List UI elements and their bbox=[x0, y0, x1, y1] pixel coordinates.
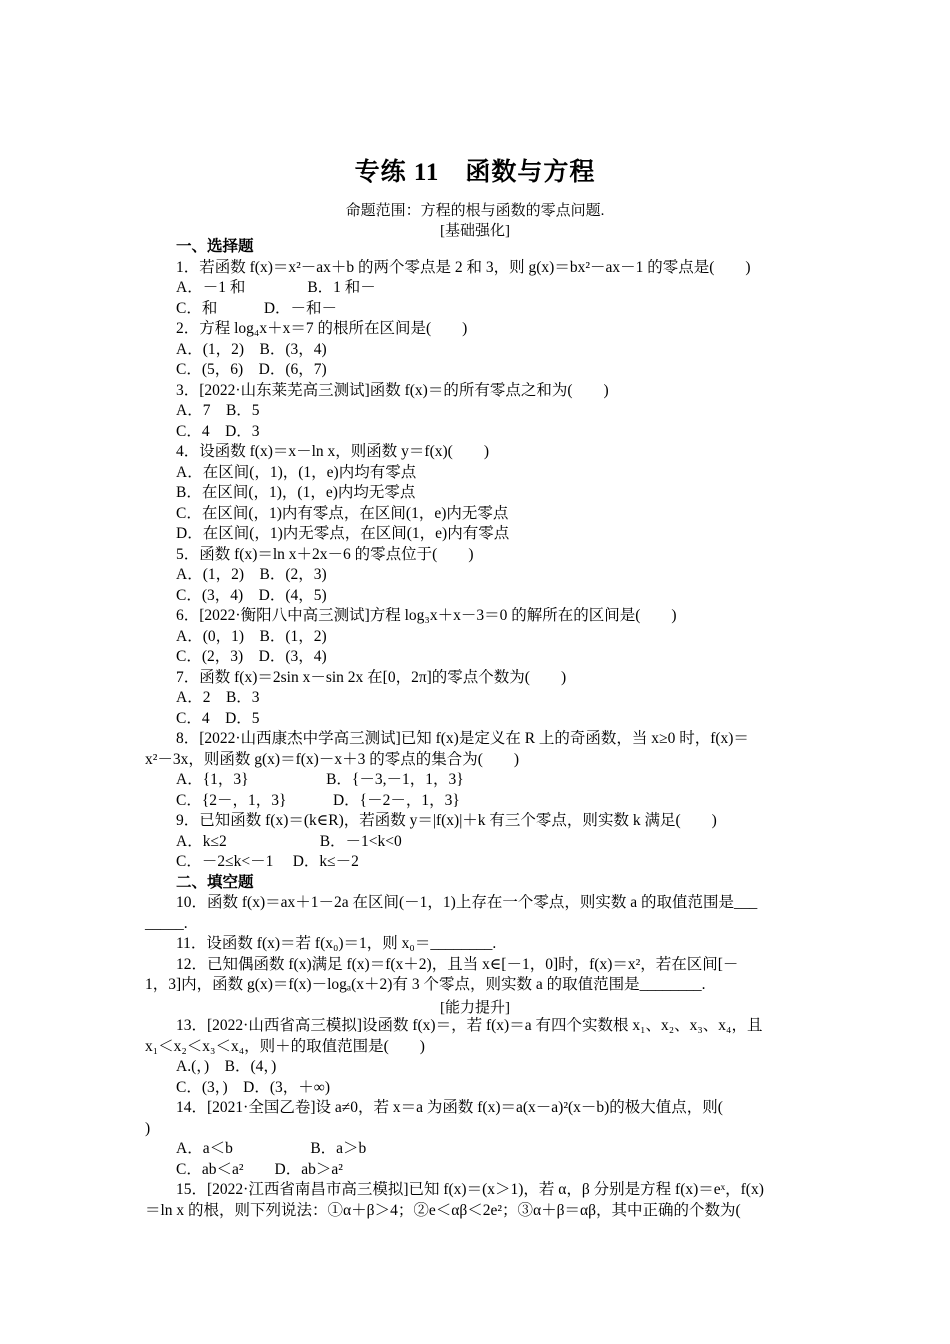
question-line: A．(1，2) B．(3，4) bbox=[176, 341, 327, 358]
question-line: C．－2≤k<－1 D．k≤－2 bbox=[176, 853, 359, 870]
question-line: 13．[2022·山西省高三模拟]设函数 f(x)＝，若 f(x)＝a 有四个实数根 x₁、x₂、x₃、x₄，且 bbox=[176, 1017, 763, 1034]
question-line: 9．已知函数 f(x)＝(k∈R)，若函数 y＝|f(x)|＋k 有三个零点，则实数 k 满足( ) bbox=[176, 812, 717, 829]
question-line: 11．设函数 f(x)＝若 f(x₀)＝1，则 x₀＝________. bbox=[176, 935, 497, 952]
basic-section-header: [基础强化] bbox=[440, 223, 510, 239]
question-line: _____. bbox=[145, 915, 188, 932]
question-line: C．在区间(，1)内有零点，在区间(1，e)内无零点 bbox=[176, 505, 509, 522]
question-line: C．{2－，1，3} D．{－2－，1，3} bbox=[176, 792, 460, 809]
question-line: C．(2，3) D．(3，4) bbox=[176, 648, 327, 665]
question-line: 4．设函数 f(x)＝x－ln x，则函数 y＝f(x)( ) bbox=[176, 443, 489, 460]
question-line: 12．已知偶函数 f(x)满足 f(x)＝f(x＋2)，且当 x∈[－1，0]时，f(x)＝x²，若在区间[－ bbox=[176, 956, 739, 973]
question-line: C．4 D．3 bbox=[176, 423, 260, 440]
question-line: C．ab＜a² D．ab＞a² bbox=[176, 1161, 343, 1178]
advance-section-header: [能力提升] bbox=[440, 1000, 510, 1016]
question-line: A．7 B．5 bbox=[176, 402, 260, 419]
question-line: C．和 D．－和－ bbox=[176, 300, 338, 317]
fill-section-title: 二、填空题 bbox=[176, 874, 254, 891]
question-line: 1，3]内，函数 g(x)＝f(x)－logₐ(x＋2)有 3 个零点，则实数 a 的取值范围是________. bbox=[145, 976, 706, 993]
question-line: C．4 D．5 bbox=[176, 710, 260, 727]
question-line: ＝ln x 的根，则下列说法：①α＋β＞4；②e＜αβ＜2e²；③α＋β＝αβ，其中正确的个数为( bbox=[145, 1202, 741, 1219]
question-line: A．{1，3} B．{－3,－1，1，3} bbox=[176, 771, 464, 788]
scope-line: 命题范围：方程的根与函数的零点问题. bbox=[345, 203, 605, 219]
question-line: C．(3，) D．(3，＋∞) bbox=[176, 1079, 330, 1096]
question-line: 15．[2022·江西省南昌市高三模拟]已知 f(x)＝(x＞1)，若 α，β 分别是方程 f(x)＝eˣ，f(x) bbox=[176, 1181, 764, 1198]
question-line: A．2 B．3 bbox=[176, 689, 260, 706]
question-line: A．k≤2 B．－1<k<0 bbox=[176, 833, 402, 850]
question-line: ) bbox=[145, 1120, 151, 1137]
question-line: D．在区间(，1)内无零点，在区间(1，e)内有零点 bbox=[176, 525, 510, 542]
question-line: A．－1 和 B．1 和－ bbox=[176, 279, 376, 296]
question-line: 6．[2022·衡阳八中高三测试]方程 log₃x＋x－3＝0 的解所在的区间是( ) bbox=[176, 607, 677, 624]
question-line: 14．[2021·全国乙卷]设 a≠0，若 x＝a 为函数 f(x)＝a(x－a)²(x－b)的极大值点，则( bbox=[176, 1099, 723, 1116]
question-line: B．在区间(，1)，(1，e)内均无零点 bbox=[176, 484, 416, 501]
question-line: 5．函数 f(x)＝ln x＋2x－6 的零点位于( ) bbox=[176, 546, 474, 563]
question-line: x₁＜x₂＜x₃＜x₄，则＋的取值范围是( ) bbox=[145, 1038, 425, 1055]
question-line: 3．[2022·山东莱芜高三测试]函数 f(x)＝的所有零点之和为( ) bbox=[176, 382, 609, 399]
question-line: A．在区间(，1)，(1，e)内均有零点 bbox=[176, 464, 417, 481]
question-line: A.(，) B．(4，) bbox=[176, 1058, 277, 1075]
question-line: A．(1，2) B．(2，3) bbox=[176, 566, 327, 583]
question-line: 8．[2022·山西康杰中学高三测试]已知 f(x)是定义在 R 上的奇函数，当 x≥0 时，f(x)＝ bbox=[176, 730, 749, 747]
question-line: 10．函数 f(x)＝ax＋1－2a 在区间(－1，1)上存在一个零点，则实数 a 的取值范围是___ bbox=[176, 894, 758, 911]
page-title: 专练 11 函数与方程 bbox=[354, 159, 596, 186]
question-line: 2．方程 log₄x＋x＝7 的根所在区间是( ) bbox=[176, 320, 468, 337]
question-line: 1．若函数 f(x)＝x²－ax＋b 的两个零点是 2 和 3，则 g(x)＝bx²－ax－1 的零点是( ) bbox=[176, 259, 751, 276]
question-line: A．a＜b B．a＞b bbox=[176, 1140, 367, 1157]
question-line: x²－3x，则函数 g(x)＝f(x)－x＋3 的零点的集合为( ) bbox=[145, 751, 520, 768]
choice-section-title: 一、选择题 bbox=[176, 238, 254, 255]
question-line: C．(3，4) D．(4，5) bbox=[176, 587, 327, 604]
question-line: C．(5，6) D．(6，7) bbox=[176, 361, 327, 378]
question-line: 7．函数 f(x)＝2sin x－sin 2x 在[0，2π]的零点个数为( ) bbox=[176, 669, 567, 686]
question-line: A．(0，1) B．(1，2) bbox=[176, 628, 327, 645]
